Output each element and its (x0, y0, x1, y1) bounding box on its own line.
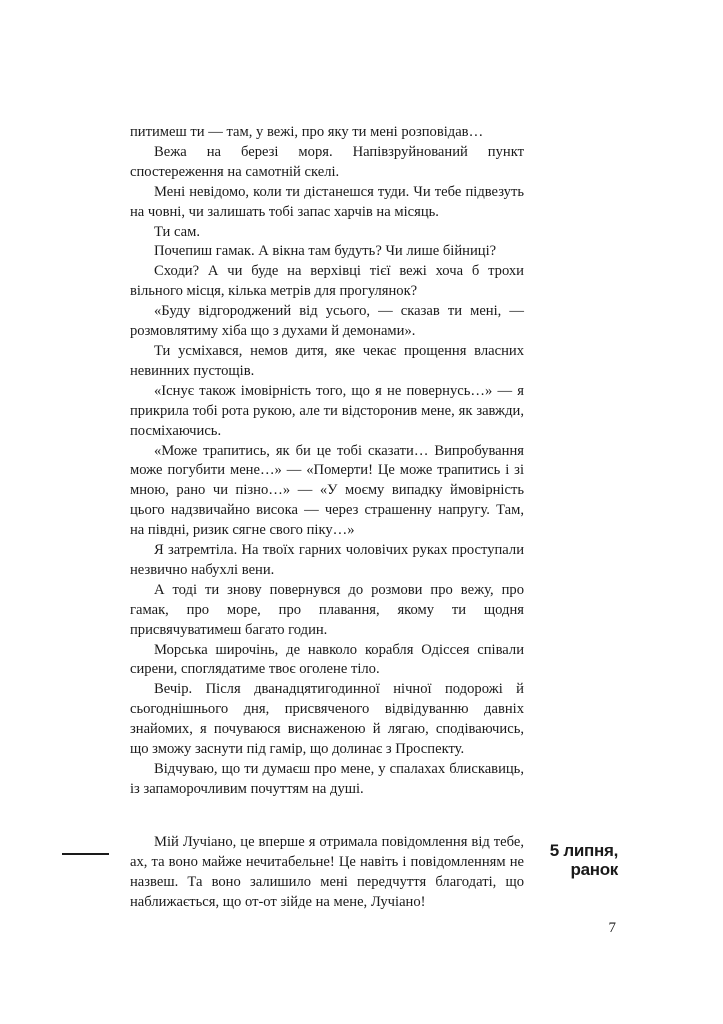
paragraph: Вечір. Після дванадцятигодинної нічної подорожі й сьогоднішнього дня, присвяченого відвідуванню давніх знайомих, я почуваюся виснаженою й лягаю, сподіваючись, що зможу заснути під гамір, що долинає з Проспекту. (130, 681, 524, 758)
paragraph: Морська широчінь, де навколо корабля Одіссея співали сирени, споглядатиме твоє оголене тіло. (130, 641, 524, 678)
paragraph: Сходи? А чи буде на верхівці тієї вежі хоча б трохи вільного місця, кілька метрів для прогулянок? (130, 263, 524, 300)
paragraph: Ти усміхався, немов дитя, яке чекає прощення власних невинних пустощів. (130, 342, 524, 379)
paragraph: Вежа на березі моря. Напівзруйнований пункт спостереження на самотній скелі. (130, 143, 524, 180)
entry-time-of-day: ранок (570, 860, 618, 879)
paragraph: «Може трапитись, як би це тобі сказати… Випробування може погубити мене…» — «Померти! Це може трапитись і зі мною, рано чи пізно…» — «У моєму випадку ймовірність цього надзвичайно висока — через страшенну напругу. Там, на півдні, ризик сягне свого піку…» (130, 442, 524, 539)
section-divider-rule (62, 853, 109, 855)
page-number: 7 (608, 920, 616, 936)
main-text-block (130, 123, 524, 800)
paragraph: «Існує також імовірність того, що я не повернусь…» — я прикрила тобі рота рукою, але ти відсторонив мене, як завжди, посміхаючись. (130, 382, 524, 439)
paragraph: «Буду відгороджений від усього, — сказав ти мені, — розмовлятиму хіба що з духами й демонами». (130, 303, 524, 340)
paragraph: Я затремтіла. На твоїх гарних чоловічих руках проступали незвично набухлі вени. (130, 542, 524, 578)
paragraph: Відчуваю, що ти думаєш про мене, у спалахах блискавиць, із запаморочливим почуттям на душі. (130, 761, 524, 797)
paragraph: А тоді ти знову повернувся до розмови про вежу, про гамак, про море, про плавання, якому ти щодня присвячуватимеш багато годин. (130, 581, 524, 638)
diary-entry (130, 833, 524, 913)
entry-date: 5 липня, (549, 841, 618, 860)
paragraph: питимеш ти — там, у вежі, про яку ти мені розповідав… (130, 124, 484, 140)
paragraph: Ти сам. (154, 223, 201, 240)
paragraph: Мені невідомо, коли ти дістанешся туди. Чи тебе підвезуть на човні, чи залишать тобі запас харчів на місяць. (130, 183, 524, 220)
entry-paragraph: Мій Лучіано, це вперше я отримала повідомлення від тебе, ах, та воно майже нечитабельне! Це навіть і повідомленням не назвеш. Та воно залишило мені передчуття благодаті, що наближається, що от-от зійде на мене, Лучіано! (130, 834, 524, 910)
paragraph: Почепиш гамак. А вікна там будуть? Чи лише бійниці? (154, 243, 497, 260)
entry-date-heading (528, 841, 618, 879)
